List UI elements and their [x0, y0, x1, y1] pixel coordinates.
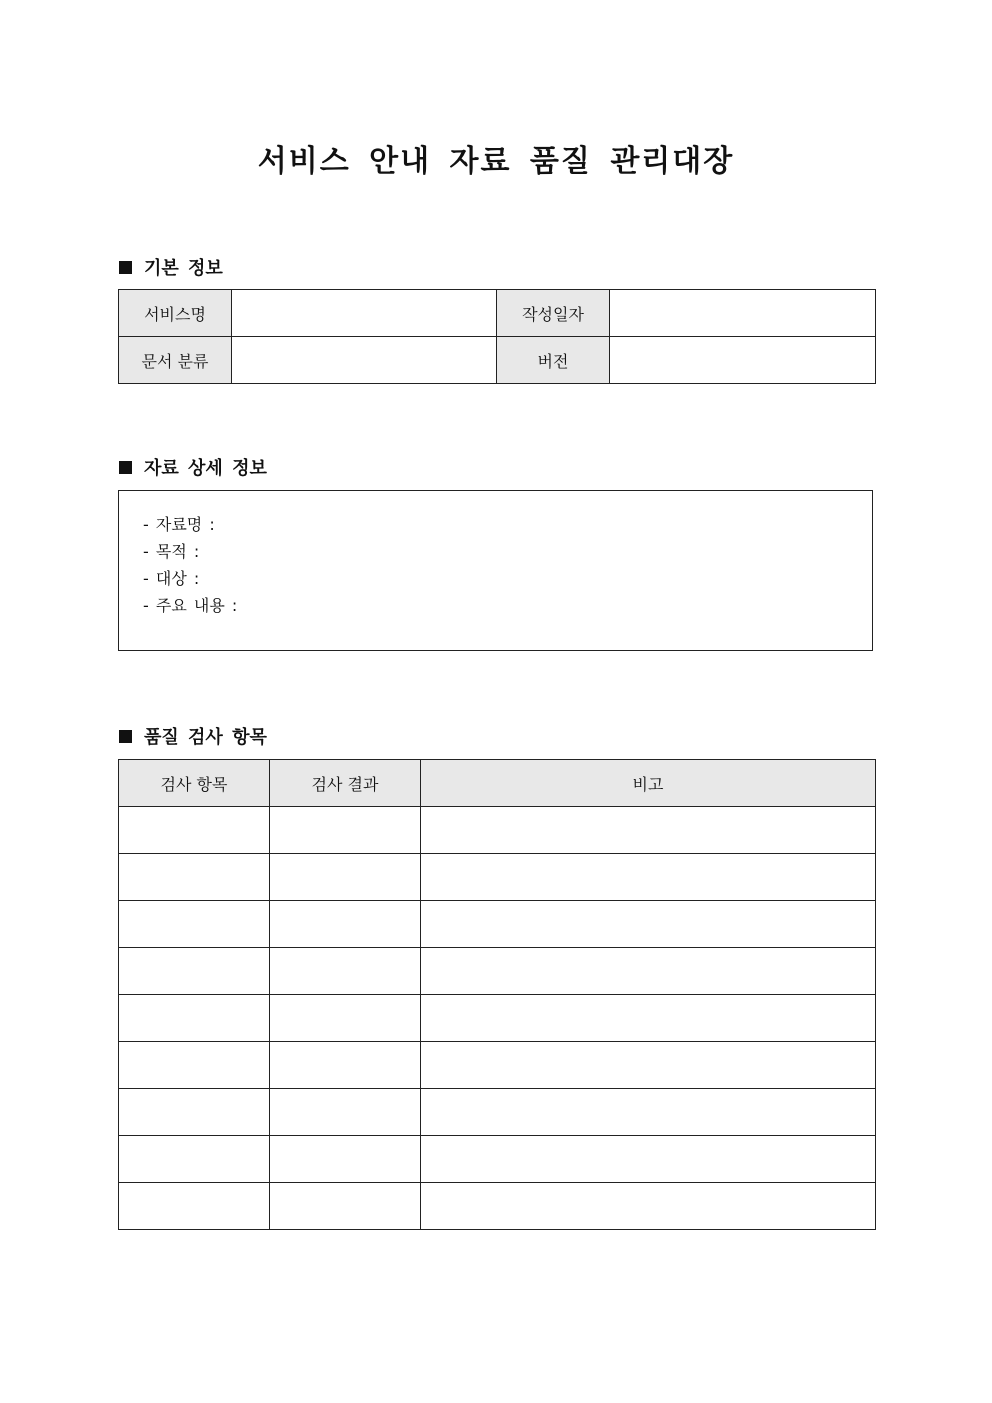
section-heading-detail-label: 자료 상세 정보	[144, 458, 267, 479]
column-header-check-item: 검사 항목	[119, 760, 270, 807]
detail-line-material-name: - 자료명 :	[143, 515, 215, 534]
section-heading-basic	[119, 254, 223, 280]
table-row	[119, 290, 876, 337]
service-name-field[interactable]	[232, 290, 497, 337]
remarks-cell[interactable]	[421, 1042, 876, 1089]
check-item-cell[interactable]	[119, 1089, 270, 1136]
remarks-cell[interactable]	[421, 948, 876, 995]
table-row	[119, 1136, 876, 1183]
remarks-cell[interactable]	[421, 901, 876, 948]
version-label: 버전	[497, 337, 610, 384]
check-item-cell[interactable]	[119, 854, 270, 901]
section-heading-quality-label: 품질 검사 항목	[144, 727, 267, 748]
check-result-cell[interactable]	[270, 807, 421, 854]
remarks-cell[interactable]	[421, 854, 876, 901]
doc-category-field[interactable]	[232, 337, 497, 384]
table-row	[119, 854, 876, 901]
column-header-remarks: 비고	[421, 760, 876, 807]
table-header-row	[119, 760, 876, 807]
section-heading-detail	[119, 454, 267, 480]
check-result-cell[interactable]	[270, 1136, 421, 1183]
basic-info-table	[118, 289, 876, 384]
check-result-cell[interactable]	[270, 995, 421, 1042]
section-heading-basic-label: 기본 정보	[144, 258, 223, 279]
table-row	[119, 337, 876, 384]
table-row	[119, 948, 876, 995]
check-item-cell[interactable]	[119, 995, 270, 1042]
detail-line-target: - 대상 :	[143, 569, 200, 588]
quality-check-table	[118, 759, 876, 1230]
check-item-cell[interactable]	[119, 1183, 270, 1230]
square-bullet-icon	[119, 261, 132, 274]
detail-line-purpose: - 목적 :	[143, 542, 200, 561]
column-header-check-result: 검사 결과	[270, 760, 421, 807]
section-heading-quality	[119, 723, 267, 749]
square-bullet-icon	[119, 730, 132, 743]
check-item-cell[interactable]	[119, 1042, 270, 1089]
table-row	[119, 1089, 876, 1136]
remarks-cell[interactable]	[421, 1089, 876, 1136]
table-row	[119, 1042, 876, 1089]
table-row	[119, 995, 876, 1042]
check-result-cell[interactable]	[270, 1183, 421, 1230]
remarks-cell[interactable]	[421, 1136, 876, 1183]
date-field[interactable]	[610, 290, 876, 337]
remarks-cell[interactable]	[421, 807, 876, 854]
table-row	[119, 1183, 876, 1230]
square-bullet-icon	[119, 461, 132, 474]
detail-line-main-content: - 주요 내용 :	[143, 596, 238, 615]
table-row	[119, 901, 876, 948]
check-result-cell[interactable]	[270, 854, 421, 901]
remarks-cell[interactable]	[421, 995, 876, 1042]
service-name-label: 서비스명	[119, 290, 232, 337]
check-result-cell[interactable]	[270, 948, 421, 995]
check-result-cell[interactable]	[270, 1089, 421, 1136]
check-result-cell[interactable]	[270, 1042, 421, 1089]
version-field[interactable]	[610, 337, 876, 384]
check-item-cell[interactable]	[119, 807, 270, 854]
check-item-cell[interactable]	[119, 1136, 270, 1183]
remarks-cell[interactable]	[421, 1183, 876, 1230]
doc-category-label: 문서 분류	[119, 337, 232, 384]
check-result-cell[interactable]	[270, 901, 421, 948]
page-title: 서비스 안내 자료 품질 관리대장	[257, 144, 735, 179]
check-item-cell[interactable]	[119, 901, 270, 948]
table-row	[119, 807, 876, 854]
detail-info-box[interactable]	[118, 490, 873, 651]
date-label: 작성일자	[497, 290, 610, 337]
check-item-cell[interactable]	[119, 948, 270, 995]
